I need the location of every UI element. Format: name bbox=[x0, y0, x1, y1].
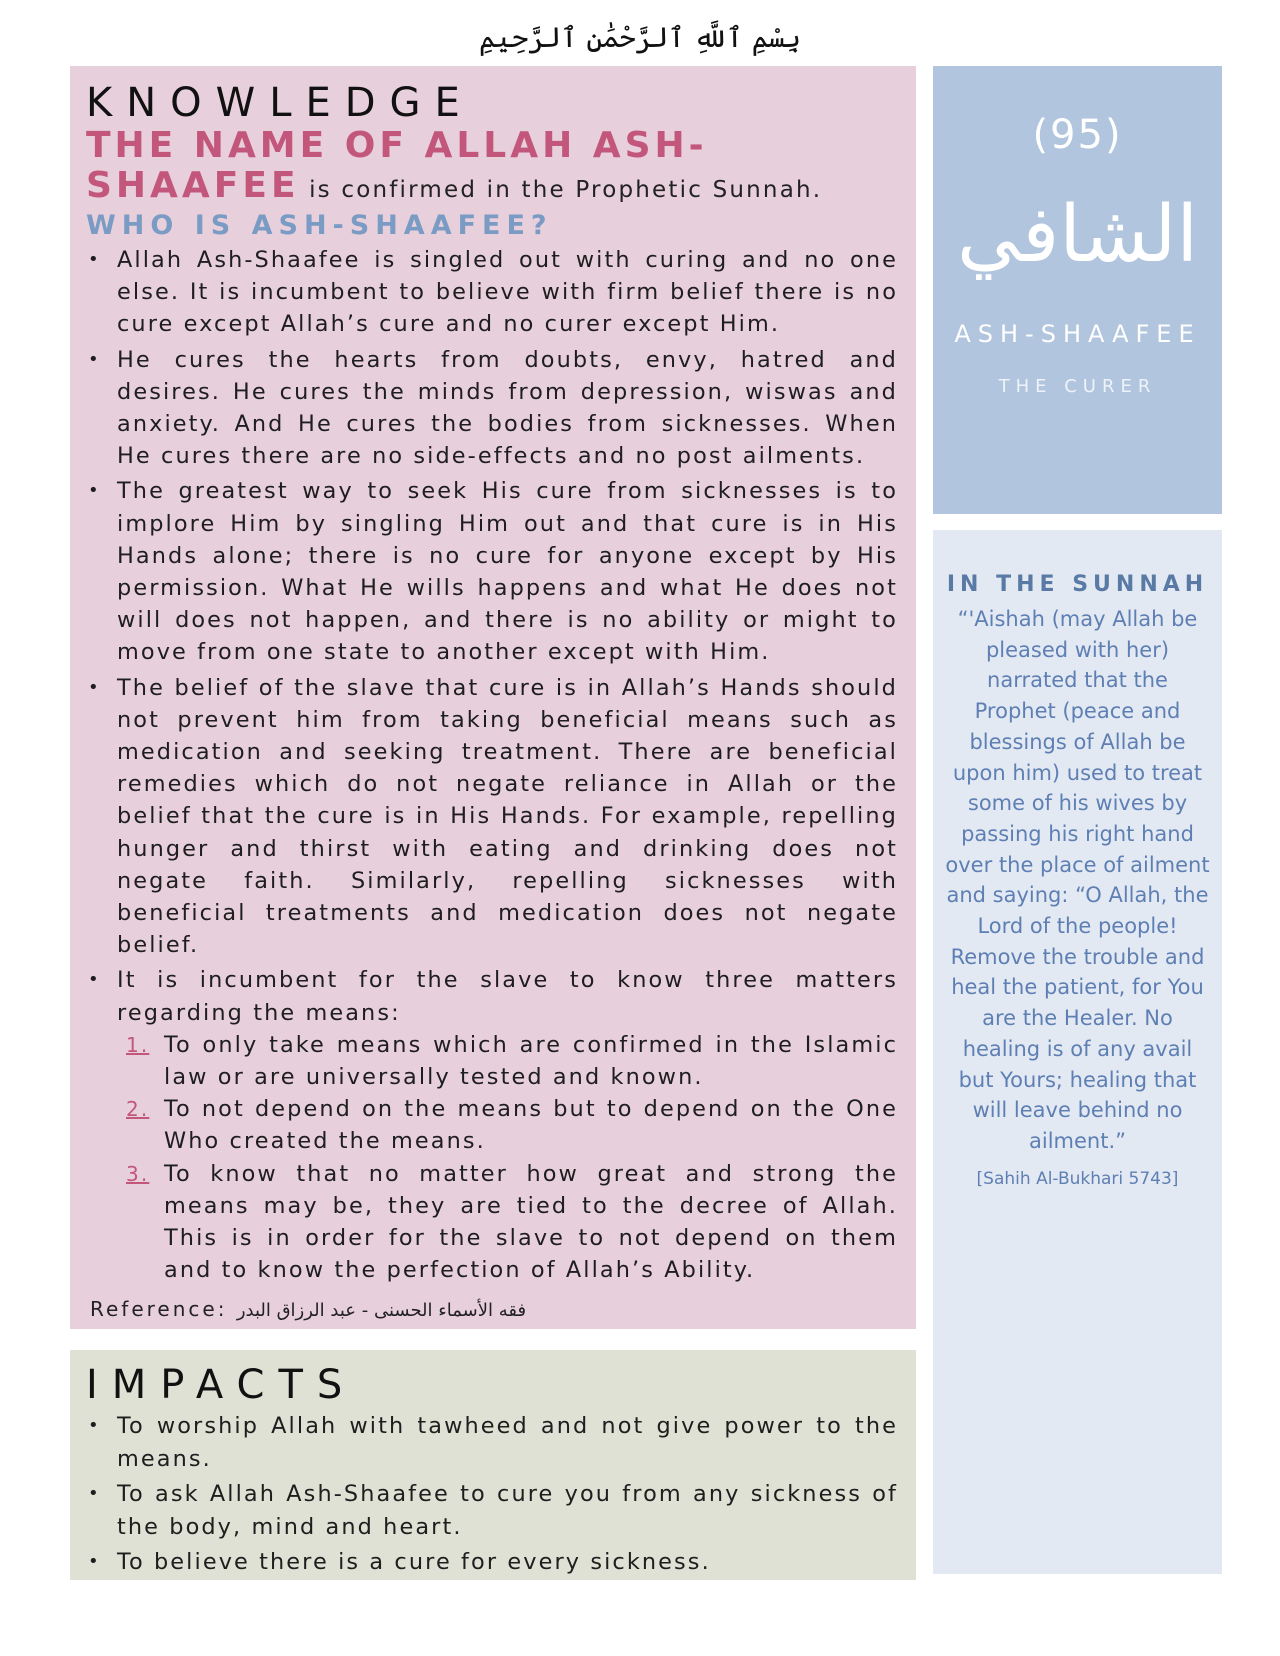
means-item-3 bbox=[126, 1158, 898, 1287]
knowledge-bullets bbox=[86, 244, 898, 1029]
means-text-3: To know that no matter how great and strong the means may be, they are tied to the decree of Allah. This is in order for the slave to not depend on them and to know the perfection of Allah’s Ability. bbox=[164, 1160, 898, 1284]
means-item-1 bbox=[126, 1029, 898, 1093]
knowledge-section bbox=[70, 66, 916, 1329]
who-subheading: WHO IS ASH-SHAAFEE? bbox=[86, 210, 553, 241]
name-highlight: THE NAME OF ALLAH ASH-SHAAFEE bbox=[86, 125, 708, 206]
knowledge-bullet-3: • The greatest way to seek His cure from sicknesses is to implore Him by singling Him out and that cure is in His Hands alone; there is no cure for anyone except by His permission. What He wills happens and what He does not will does not happen, and there is no ability or might to move from one state to another except with Him. bbox=[86, 475, 898, 668]
knowledge-bullet-2: • He cures the hearts from doubts, envy, hatred and desires. He cures the minds from depression, wiswas and anxiety. And He cures the bodies from sicknesses. When He cures there are no side-effects and no post ailments. bbox=[86, 344, 898, 473]
knowledge-bullet-5-text: It is incumbent for the slave to know three matters regarding the means: bbox=[117, 967, 898, 1026]
impacts-bullet-2: • To ask Allah Ash-Shaafee to cure you from any sickness of the body, mind and heart. bbox=[86, 1478, 898, 1543]
knowledge-bullet-5 bbox=[86, 964, 898, 1028]
means-number-3: 3. bbox=[126, 1161, 150, 1186]
impacts-bullets bbox=[86, 1410, 898, 1579]
sunnah-reference: [Sahih Al-Bukhari 5743] bbox=[976, 1168, 1179, 1189]
arabic-name: الشافي bbox=[956, 190, 1199, 280]
name-card bbox=[933, 66, 1222, 514]
means-list bbox=[117, 1029, 898, 1287]
transliterated-name: ASH-SHAAFEE bbox=[954, 320, 1201, 348]
knowledge-bullet-1: • Allah Ash-Shaafee is singled out with curing and no one else. It is incumbent to believe with firm belief there is no cure except Allah’s cure and no curer except Him. bbox=[86, 244, 898, 341]
impacts-title: IMPACTS bbox=[86, 1362, 357, 1408]
reference bbox=[86, 1297, 898, 1321]
impacts-bullet-3: • To believe there is a cure for every sickness. bbox=[86, 1546, 898, 1579]
name-meaning: THE CURER bbox=[998, 376, 1157, 397]
bismillah-header: بِسْمِ ٱللَّهِ ٱلرَّحْمَٰنِ ٱلرَّحِيمِ bbox=[478, 21, 801, 54]
name-statement bbox=[86, 125, 898, 208]
means-number-2: 2. bbox=[126, 1097, 150, 1122]
impacts-section bbox=[70, 1350, 916, 1580]
sunnah-card bbox=[933, 530, 1222, 1574]
knowledge-title: KNOWLEDGE bbox=[86, 80, 474, 126]
name-number: (95) bbox=[1032, 112, 1123, 158]
knowledge-bullet-4: • The belief of the slave that cure is in Allah’s Hands should not prevent him from taking beneficial means such as medication and seeking treatment. There are beneficial remedies which do not negate reliance in Allah or the belief that the cure is in His Hands. For example, repelling hunger and thirst with eating and drinking does not negate faith. Similarly, repelling sicknesses with beneficial treatments and medication does not negate belief. bbox=[86, 672, 898, 962]
name-rest: is confirmed in the Prophetic Sunnah. bbox=[309, 177, 823, 203]
reference-arabic: فقه الأسماء الحسنى - عبد الرزاق البدر bbox=[236, 1299, 527, 1321]
reference-label: Reference: bbox=[90, 1296, 228, 1321]
sunnah-title: IN THE SUNNAH bbox=[946, 572, 1209, 597]
impacts-bullet-1: • To worship Allah with tawheed and not give power to the means. bbox=[86, 1410, 898, 1475]
means-text-2: To not depend on the means but to depend on the One Who created the means. bbox=[164, 1096, 898, 1155]
means-text-1: To only take means which are confirmed in the Islamic law or are universally tested and known. bbox=[164, 1031, 898, 1091]
means-item-2 bbox=[126, 1093, 898, 1157]
means-number-1: 1. bbox=[126, 1032, 150, 1057]
sunnah-hadith: “'Aishah (may Allah be pleased with her) narrated that the Prophet (peace and blessings of Allah be upon him) used to treat some of his wives by passing his right hand over the place of ailment and saying: “O Allah, the Lord of the people! Remove the trouble and heal the patient, for You are the Healer. No healing is of any avail but Yours; healing that will leave behind no ailment.” bbox=[945, 607, 1210, 1153]
